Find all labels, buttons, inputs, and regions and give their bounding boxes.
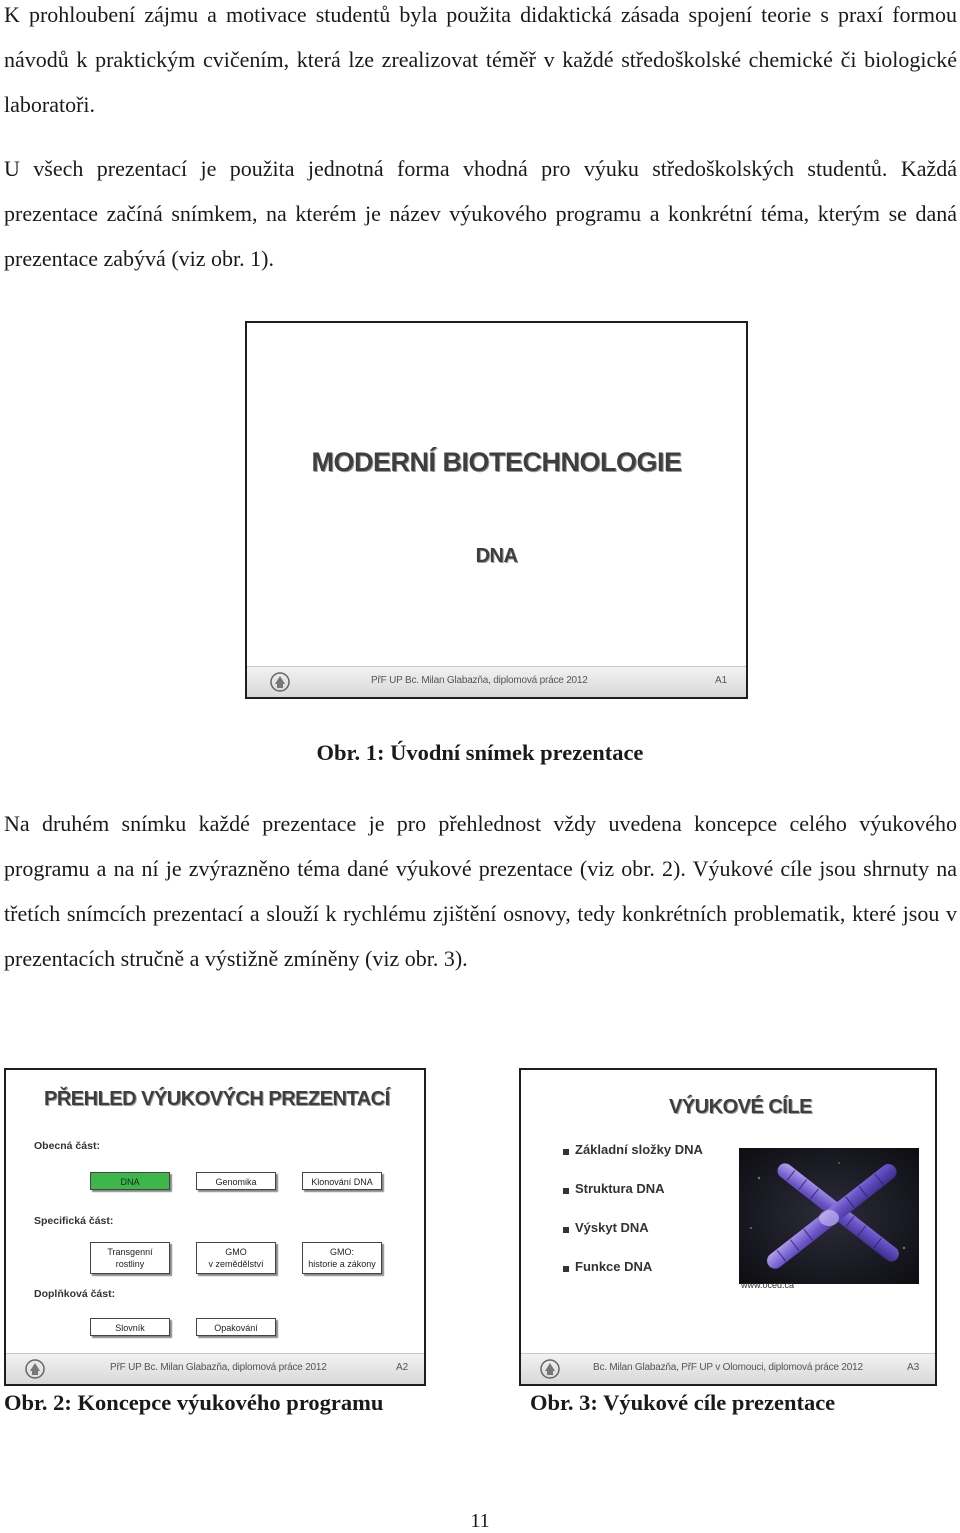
concept-box-gmo-agriculture <box>196 1242 276 1274</box>
bullet-item: Funkce DNA <box>575 1259 653 1274</box>
box-line-2: rostliny <box>115 1259 145 1269</box>
concept-box-glossary: Slovník <box>90 1318 170 1336</box>
slide-title: VÝUKOVÉ CÍLE <box>669 1096 812 1118</box>
slide-number: A1 <box>715 675 728 686</box>
paragraph-presentation-form: U všech prezentací je použita jednotná forma vhodná pro výuku středoškolských studentů. Každá prezentace začíná snímkem, na kterém je název výukového programu a konkrétní téma, kterým se daná prezentace zabývá (viz obr. 1). <box>4 156 957 271</box>
bullet-dot <box>563 1227 569 1233</box>
slide-number: A3 <box>907 1362 920 1373</box>
slide-figure-1 <box>245 321 748 699</box>
figure-1-caption: Obr. 1: Úvodní snímek prezentace <box>316 740 644 765</box>
bullet-dot <box>563 1149 569 1155</box>
slide-footer-text: PřF UP Bc. Milan Glabazňa, diplomová práce 2012 <box>371 675 588 686</box>
slide-footer <box>6 1353 424 1384</box>
paragraph-concept: Na druhém snímku každé prezentace je pro přehlednost vždy uvedena koncepce celého výukového programu a na ní je zvýrazněno téma dané výukové prezentace (viz obr. 2). Výukové cíle jsou shrnuty na třetích snímcích prezentací a slouží k rychlému zjištění osnovy, tedy konkrétních problematik, které jsou v prezentacích stručně a výstižně zmíněny (viz obr. 3). <box>4 811 957 971</box>
slide-footer-text: PřF UP Bc. Milan Glabazňa, diplomová práce 2012 <box>110 1362 327 1373</box>
slide-figure-3 <box>519 1068 937 1386</box>
bullet-dot <box>563 1188 569 1194</box>
slide-title: MODERNÍ BIOTECHNOLOGIE <box>311 447 682 477</box>
bullet-item: Základní složky DNA <box>575 1142 703 1157</box>
section-label-supplement: Doplňková část: <box>34 1288 116 1300</box>
slide-number: A2 <box>396 1362 409 1373</box>
bullet-item: Struktura DNA <box>575 1181 665 1196</box>
concept-box-review: Opakování <box>196 1318 276 1336</box>
box-line-2: v zemědělství <box>208 1259 264 1269</box>
figure-3-caption: Obr. 3: Výukové cíle prezentace <box>530 1390 836 1415</box>
slide-title: PŘEHLED VÝUKOVÝCH PREZENTACÍ <box>44 1088 390 1110</box>
section-label-specific: Specifická část: <box>34 1215 114 1227</box>
slide-figure-2 <box>4 1068 426 1386</box>
university-logo-icon <box>539 1358 561 1380</box>
university-logo-icon <box>269 671 291 693</box>
section-label-general: Obecná část: <box>34 1140 100 1152</box>
concept-box-dna-cloning: Klonování DNA <box>302 1172 382 1190</box>
concept-box-dna: DNA <box>90 1172 170 1190</box>
concept-box-genomics: Genomika <box>196 1172 276 1190</box>
paragraph-intro: K prohloubení zájmu a motivace studentů byla použita didaktická zásada spojení teorie s praxí formou návodů k praktickým cvičením, která lze zrealizovat téměř v každé středoškolské chemické či biologické laboratoři. <box>4 2 957 117</box>
image-credit: www.oced.ca <box>741 1280 795 1290</box>
chromosome-image <box>739 1148 919 1284</box>
concept-box-gmo-history <box>302 1242 382 1274</box>
page-number: 11 <box>470 1510 490 1532</box>
bullet-item: Výskyt DNA <box>575 1220 649 1235</box>
box-line-1: GMO: <box>330 1247 354 1257</box>
box-line-1: GMO <box>225 1247 247 1257</box>
bullet-dot <box>563 1266 569 1272</box>
figure-2-caption: Obr. 2: Koncepce výukového programu <box>4 1390 384 1415</box>
slide-footer <box>521 1353 935 1384</box>
concept-box-transgenic-plants <box>90 1242 170 1274</box>
box-line-1: Transgenní <box>107 1247 153 1257</box>
box-line-2: historie a zákony <box>308 1259 376 1269</box>
slide-footer-text: Bc. Milan Glabazňa, PřF UP v Olomouci, diplomová práce 2012 <box>593 1362 863 1373</box>
university-logo-icon <box>24 1358 46 1380</box>
slide-footer <box>247 666 746 697</box>
slide-subtitle: DNA <box>475 545 518 567</box>
